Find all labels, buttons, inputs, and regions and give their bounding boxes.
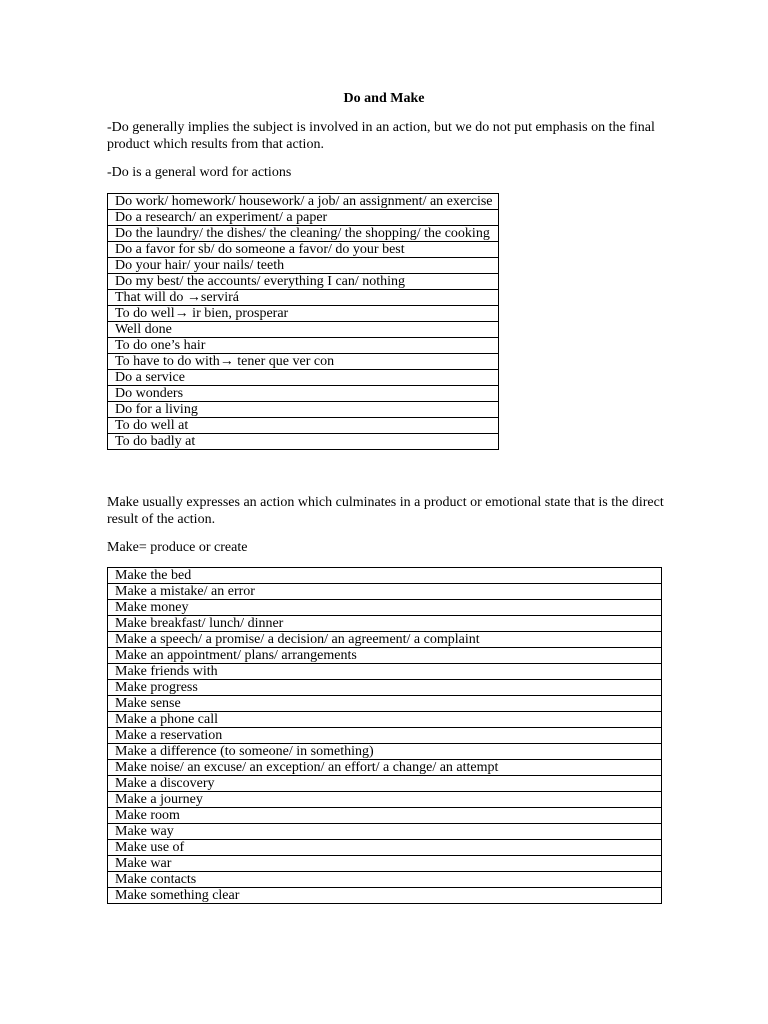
table-cell: Do wonders [108,386,499,402]
table-cell: Do your hair/ your nails/ teeth [108,258,499,274]
do-intro-paragraph: -Do generally implies the subject is involved in an action, but we do not put emphasis on the final product which results from that action. [107,120,655,152]
table-row [108,290,499,306]
table-cell: Make a speech/ a promise/ a decision/ an agreement/ a complaint [108,632,662,648]
table-cell: Do a favor for sb/ do someone a favor/ do your best [108,242,499,258]
table-cell: Make money [108,600,662,616]
table-cell: Make progress [108,680,662,696]
table-cell: Do work/ homework/ housework/ a job/ an assignment/ an exercise [108,194,499,210]
do-expressions-table [107,193,499,450]
table-row [108,370,499,386]
table-row [108,632,662,648]
table-row [108,226,499,242]
table-row [108,648,662,664]
table-cell: Make contacts [108,872,662,888]
table-row [108,402,499,418]
table-row [108,680,662,696]
table-cell: Make way [108,824,662,840]
table-cell: Make a reservation [108,728,662,744]
table-cell: To have to do with→ tener que ver con [108,354,499,370]
table-cell: Make room [108,808,662,824]
table-cell: That will do →servirá [108,290,499,306]
table-cell: Make a journey [108,792,662,808]
table-row [108,338,499,354]
table-row [108,584,662,600]
table-cell: To do well at [108,418,499,434]
table-row [108,696,662,712]
table-row [108,242,499,258]
table-row [108,888,662,904]
table-row [108,434,499,450]
table-cell: Do the laundry/ the dishes/ the cleaning/ the shopping/ the cooking [108,226,499,242]
table-cell: Make a phone call [108,712,662,728]
table-cell: Do a research/ an experiment/ a paper [108,210,499,226]
table-cell: Make a mistake/ an error [108,584,662,600]
table-row [108,664,662,680]
table-row [108,258,499,274]
table-cell: Do my best/ the accounts/ everything I can/ nothing [108,274,499,290]
table-cell: To do badly at [108,434,499,450]
table-cell: Do for a living [108,402,499,418]
table-row [108,760,662,776]
table-row [108,824,662,840]
page-title: Do and Make [343,91,425,106]
table-row [108,856,662,872]
table-row [108,728,662,744]
table-row [108,386,499,402]
table-cell: Make war [108,856,662,872]
table-row [108,306,499,322]
table-row [108,744,662,760]
table-row [108,616,662,632]
table-cell: Make friends with [108,664,662,680]
table-row [108,194,499,210]
table-cell: Well done [108,322,499,338]
table-row [108,872,662,888]
table-cell: Make the bed [108,568,662,584]
table-cell: Make a discovery [108,776,662,792]
table-row [108,210,499,226]
table-row [108,568,662,584]
make-definition: Make= produce or create [107,540,248,555]
table-row [108,418,499,434]
table-cell: Make breakfast/ lunch/ dinner [108,616,662,632]
make-intro-paragraph: Make usually expresses an action which culminates in a product or emotional state that is the direct result of the action. [107,495,664,527]
table-cell: Make a difference (to someone/ in something) [108,744,662,760]
table-cell: To do one’s hair [108,338,499,354]
table-row [108,712,662,728]
table-cell: Make sense [108,696,662,712]
table-cell: Do a service [108,370,499,386]
table-row [108,354,499,370]
table-cell: Make use of [108,840,662,856]
table-row [108,274,499,290]
table-row [108,808,662,824]
table-cell: To do well→ ir bien, prosperar [108,306,499,322]
table-cell: Make an appointment/ plans/ arrangements [108,648,662,664]
table-row [108,776,662,792]
make-expressions-table [107,567,662,904]
table-row [108,322,499,338]
table-cell: Make noise/ an excuse/ an exception/ an effort/ a change/ an attempt [108,760,662,776]
table-row [108,840,662,856]
table-row [108,792,662,808]
table-row [108,600,662,616]
table-cell: Make something clear [108,888,662,904]
do-definition: -Do is a general word for actions [107,165,292,180]
